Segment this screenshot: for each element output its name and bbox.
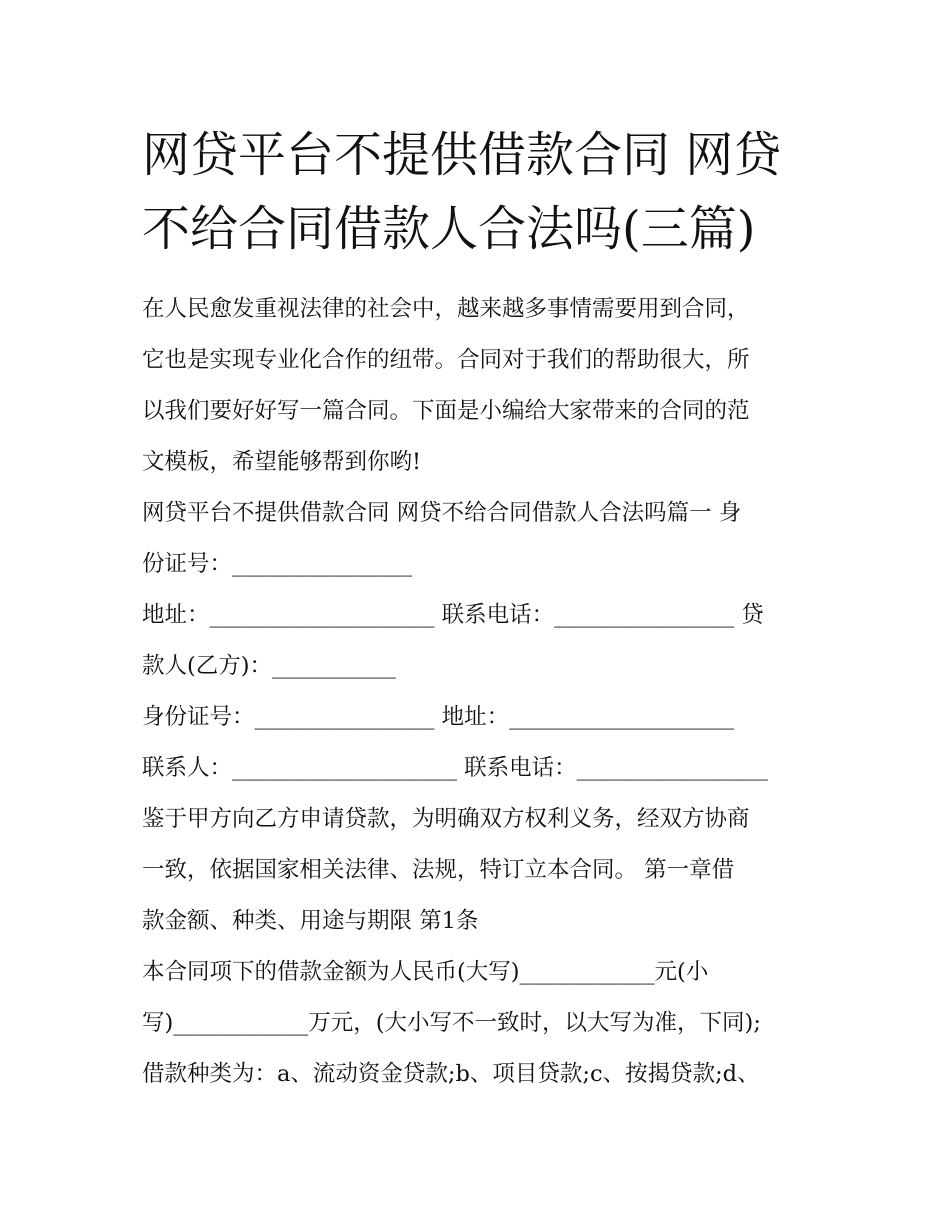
intro-line-4: 文模板，希望能够帮到你哟! [142, 449, 422, 475]
loan-type-line: 借款种类为：a、流动资金贷款;b、项目贷款;c、按揭贷款;d、 [142, 1061, 760, 1087]
intro-line-3: 以我们要好好写一篇合同。下面是小编给大家带来的合同的范 [142, 398, 750, 424]
loan-amount-line-1: 本合同项下的借款金额为人民币(大写)____________元(小 [142, 959, 709, 985]
preamble-line-2: 一致，依据国家相关法律、法规，特订立本合同。 第一章借 [142, 857, 735, 883]
id-address-field-line: 身份证号：________________ 地址：____________________ [142, 704, 735, 730]
loan-amount-line-2: 写)____________万元，(大小写不一致时，以大写为准，下同); [142, 1010, 761, 1036]
lender-party-b-field-line: 款人(乙方)：___________ [142, 653, 396, 679]
title-line-1: 网贷平台不提供借款合同 网贷 [142, 127, 782, 183]
document-title [142, 118, 822, 266]
document-body [142, 284, 822, 1100]
contact-phone-field-line: 联系人：____________________ 联系电话：_________________ [142, 755, 768, 781]
title-line-2: 不给合同借款人合法吗(三篇) [142, 201, 756, 257]
chapter-one-heading-line: 款金额、种类、用途与期限 第1条 [142, 908, 479, 934]
preamble-line-1: 鉴于甲方向乙方申请贷款，为明确双方权利义务，经双方协商 [142, 806, 750, 832]
address-phone-field-line: 地址：____________________ 联系电话：________________ 贷 [142, 602, 764, 628]
intro-line-1: 在人民愈发重视法律的社会中，越来越多事情需要用到合同， [142, 296, 750, 322]
section-heading-line-1: 网贷平台不提供借款合同 网贷不给合同借款人合法吗篇一 身 [142, 500, 742, 526]
intro-line-2: 它也是实现专业化合作的纽带。合同对于我们的帮助很大，所 [142, 347, 750, 373]
id-number-field-line: 份证号：________________ [142, 551, 413, 577]
